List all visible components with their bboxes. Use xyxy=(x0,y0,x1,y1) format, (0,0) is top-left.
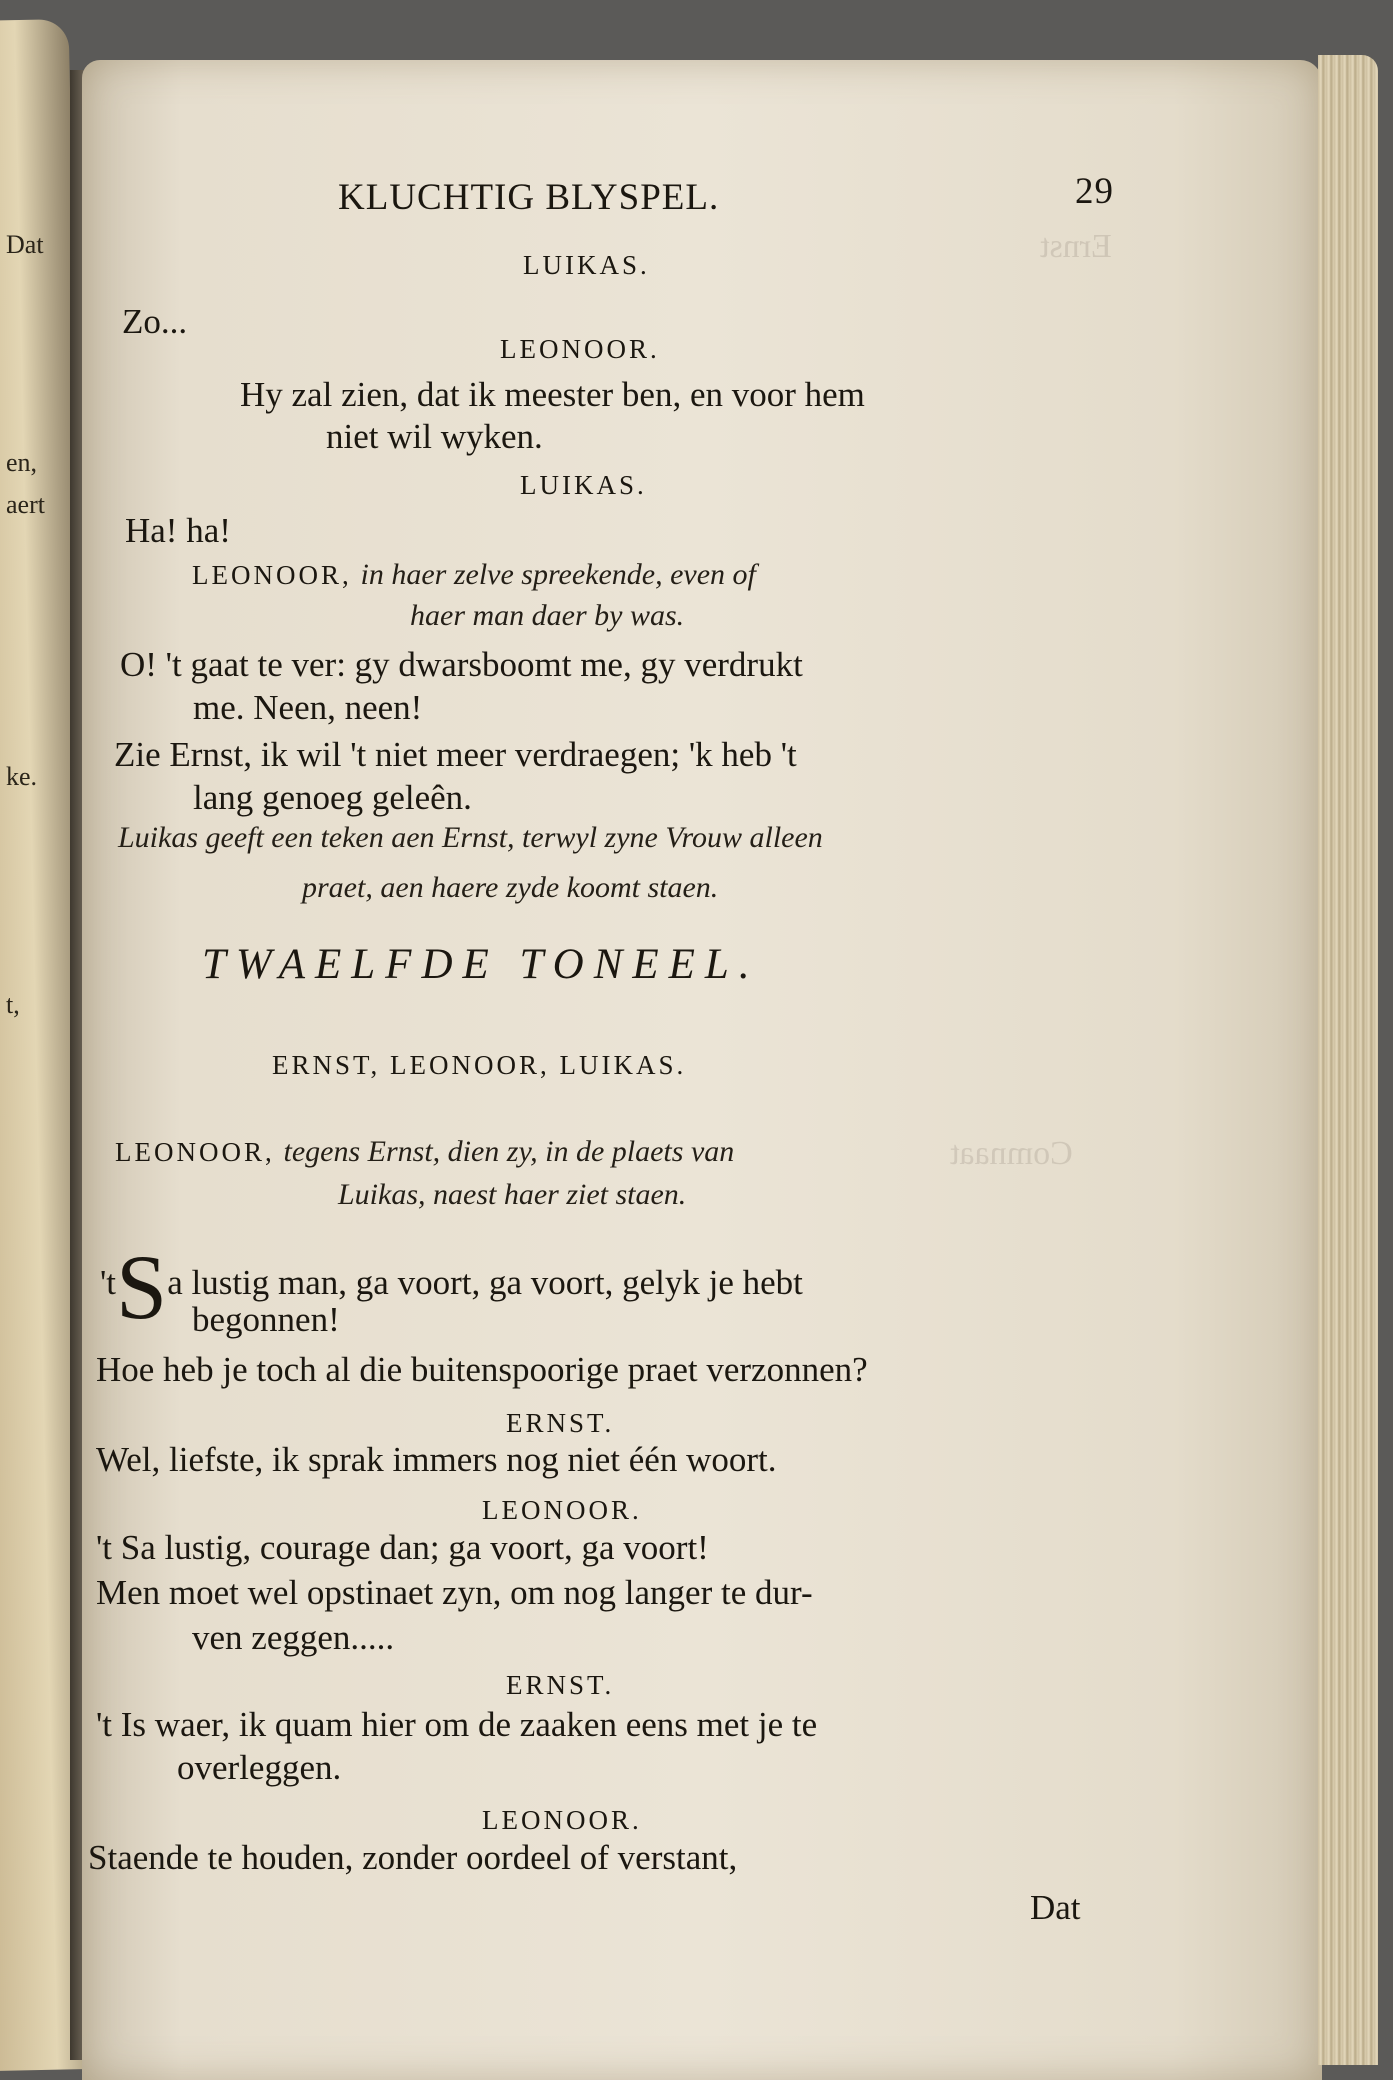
speaker-label: ERNST. xyxy=(506,1408,615,1438)
line-prefix: 't xyxy=(100,1263,117,1302)
stage-direction: in haer zelve spreekende, even of xyxy=(360,558,756,591)
speaker-label: LEONOOR, xyxy=(192,560,352,590)
dialogue-line: Hoe heb je toch al die buitenspoorige praet verzonnen? xyxy=(96,1350,868,1389)
dialogue-line: Zie Ernst, ik wil 't niet meer verdraegen; 'k heb 't xyxy=(114,735,797,774)
speaker-label: LEONOOR, xyxy=(115,1137,275,1167)
speaker-label: LEONOOR. xyxy=(500,334,660,364)
dialogue-line: begonnen! xyxy=(192,1300,340,1339)
stage-direction: tegens Ernst, dien zy, in de plaets van xyxy=(283,1135,735,1168)
left-fragment-word: aert xyxy=(6,490,45,519)
dialogue-line: Hy zal zien, dat ik meester ben, en voor hem xyxy=(240,375,865,414)
stage-direction: haer man daer by was. xyxy=(410,599,685,632)
speaker-label: LUIKAS. xyxy=(520,470,647,500)
dialogue-line: O! 't gaat te ver: gy dwarsboomt me, gy verdrukt xyxy=(120,645,803,684)
running-head: KLUCHTIG BLYSPEL. xyxy=(338,177,720,218)
stage-direction: praet, aen haere zyde koomt staen. xyxy=(302,871,719,904)
show-through-text: Ernst xyxy=(1040,228,1112,265)
speaker-label: LEONOOR. xyxy=(482,1495,642,1525)
dialogue-line: 't Sa lustig, courage dan; ga voort, ga voort! xyxy=(96,1528,709,1567)
dialogue-line: Zo... xyxy=(122,302,188,341)
dialogue-line: Men moet wel opstinaet zyn, om nog langer te dur- xyxy=(96,1573,813,1612)
stage-direction: Luikas, naest haer ziet staen. xyxy=(338,1178,687,1211)
speaker-label: LEONOOR. xyxy=(482,1805,642,1835)
catchword: Dat xyxy=(1030,1888,1081,1927)
scene-title: TWAELFDE TONEEL. xyxy=(202,941,760,988)
drop-capital: S xyxy=(116,1236,168,1338)
left-fragment-word: Dat xyxy=(6,230,44,259)
dialogue-line: ven zeggen..... xyxy=(192,1618,395,1657)
stage-direction: Luikas geeft een teken aen Ernst, terwyl zyne Vrouw alleen xyxy=(118,821,823,854)
left-fragment-word: ke. xyxy=(6,762,38,791)
speaker-label: ERNST. xyxy=(506,1670,615,1700)
dialogue-line: Wel, liefste, ik sprak immers nog niet één woort. xyxy=(96,1440,777,1479)
dialogue-text: a lustig man, ga voort, ga voort, gelyk je hebt xyxy=(167,1263,803,1302)
left-fragment-word: en, xyxy=(6,448,38,477)
dialogue-line: 't Is waer, ik quam hier om de zaaken eens met je te xyxy=(96,1705,818,1744)
dialogue-line: overleggen. xyxy=(177,1748,342,1787)
dialogue-line: Staende te houden, zonder oordeel of verstant, xyxy=(88,1838,738,1877)
page-number: 29 xyxy=(1075,171,1114,212)
left-fragment-word: t, xyxy=(6,990,20,1019)
speaker-with-direction xyxy=(192,553,756,595)
dialogue-line: lang genoeg geleên. xyxy=(193,778,472,817)
scene-characters: ERNST, LEONOOR, LUIKAS. xyxy=(272,1050,687,1080)
show-through-text: Comnaat xyxy=(950,1135,1073,1172)
dialogue-line: me. Neen, neen! xyxy=(193,688,423,727)
dialogue-line: Ha! ha! xyxy=(125,511,231,550)
dialogue-line: niet wil wyken. xyxy=(326,417,543,456)
speaker-with-direction xyxy=(115,1130,734,1172)
speaker-label: LUIKAS. xyxy=(523,250,650,280)
